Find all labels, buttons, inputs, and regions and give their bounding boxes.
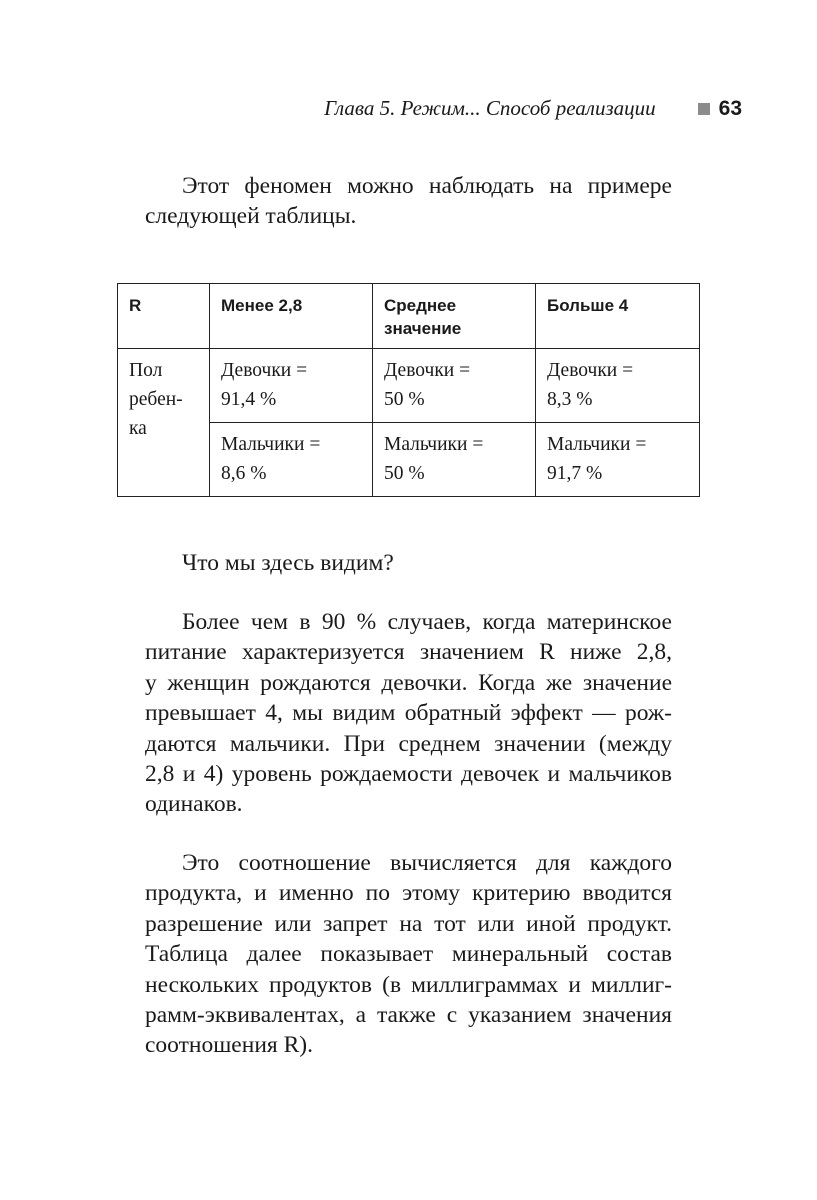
question-paragraph [145, 548, 672, 578]
text-line: следующей таблицы. [145, 203, 357, 230]
cell-value: 50 % [384, 389, 425, 410]
cell-label: Мальчики = [221, 434, 321, 455]
table-header-row [118, 284, 700, 349]
text-line: одинаков. [145, 791, 243, 818]
text-line: разрешение или запрет на тот или иной продукт. [145, 910, 672, 937]
text-line: Более чем в 90 % случаев, когда материнское [182, 609, 672, 635]
cell-value: 8,3 % [547, 389, 593, 410]
running-head [0, 96, 742, 121]
row-label-line: ка [129, 418, 147, 439]
cell-value: 8,6 % [221, 463, 267, 484]
text-line: Это соотношение вычисляется для каждого [182, 850, 672, 876]
ratio-table [117, 283, 700, 497]
text-line: у женщин рождаются девочки. Когда же значение [145, 669, 672, 696]
text-line: нескольких продуктов (в миллиграммах и миллиг- [145, 971, 672, 998]
girls-cell-medium [373, 349, 536, 423]
cell-label: Мальчики = [547, 434, 647, 455]
text-line: продукта, и именно по этому критерию вводится [145, 880, 672, 907]
boys-cell-medium [373, 423, 536, 497]
cell-label: Девочки = [547, 360, 634, 381]
header-cell-low: Менее 2,8 [210, 284, 373, 349]
text-line: Что мы здесь видим? [182, 550, 394, 576]
text-line: рамм-эквивалентах, а также с указанием значения [145, 1002, 672, 1029]
text-line: питание характеризуется значением R ниже 2,8, [145, 639, 672, 666]
cell-label: Девочки = [221, 360, 308, 381]
page-number: 63 [718, 96, 742, 120]
cell-value: 91,4 % [221, 389, 277, 410]
text-line: 2,8 и 4) уровень рождаемости девочек и мальчиков [145, 761, 672, 788]
header-cell-medium-text: Среднее значение [384, 296, 462, 338]
table-row [118, 349, 700, 423]
header-cell-r: R [118, 284, 210, 349]
intro-paragraph [145, 171, 672, 232]
text-line: Таблица далее показывает минеральный состав [145, 941, 672, 968]
cell-label: Мальчики = [384, 434, 484, 455]
text-line: соотношения R). [145, 1032, 313, 1059]
cell-value: 50 % [384, 463, 425, 484]
body-paragraph-1 [145, 607, 672, 820]
boys-cell-high [536, 423, 700, 497]
boys-cell-low [210, 423, 373, 497]
text-line: Этот феномен можно наблюдать на примере [182, 173, 672, 199]
body-paragraph-2 [145, 848, 672, 1061]
row-label-line: ребен- [129, 389, 183, 410]
text-line: даются мальчики. При среднем значении (между [145, 730, 672, 757]
girls-cell-high [536, 349, 700, 423]
girls-cell-low [210, 349, 373, 423]
header-cell-medium [373, 284, 536, 349]
chapter-title: Глава 5. Режим... Способ реализации [324, 96, 656, 120]
header-cell-high: Больше 4 [536, 284, 700, 349]
cell-value: 91,7 % [547, 463, 603, 484]
row-label-line: Пол [129, 360, 163, 381]
text-line: превышает 4, мы видим обратный эффект — рож- [145, 700, 672, 727]
row-label-cell [118, 349, 210, 497]
square-marker-icon [698, 103, 710, 115]
cell-label: Девочки = [384, 360, 471, 381]
